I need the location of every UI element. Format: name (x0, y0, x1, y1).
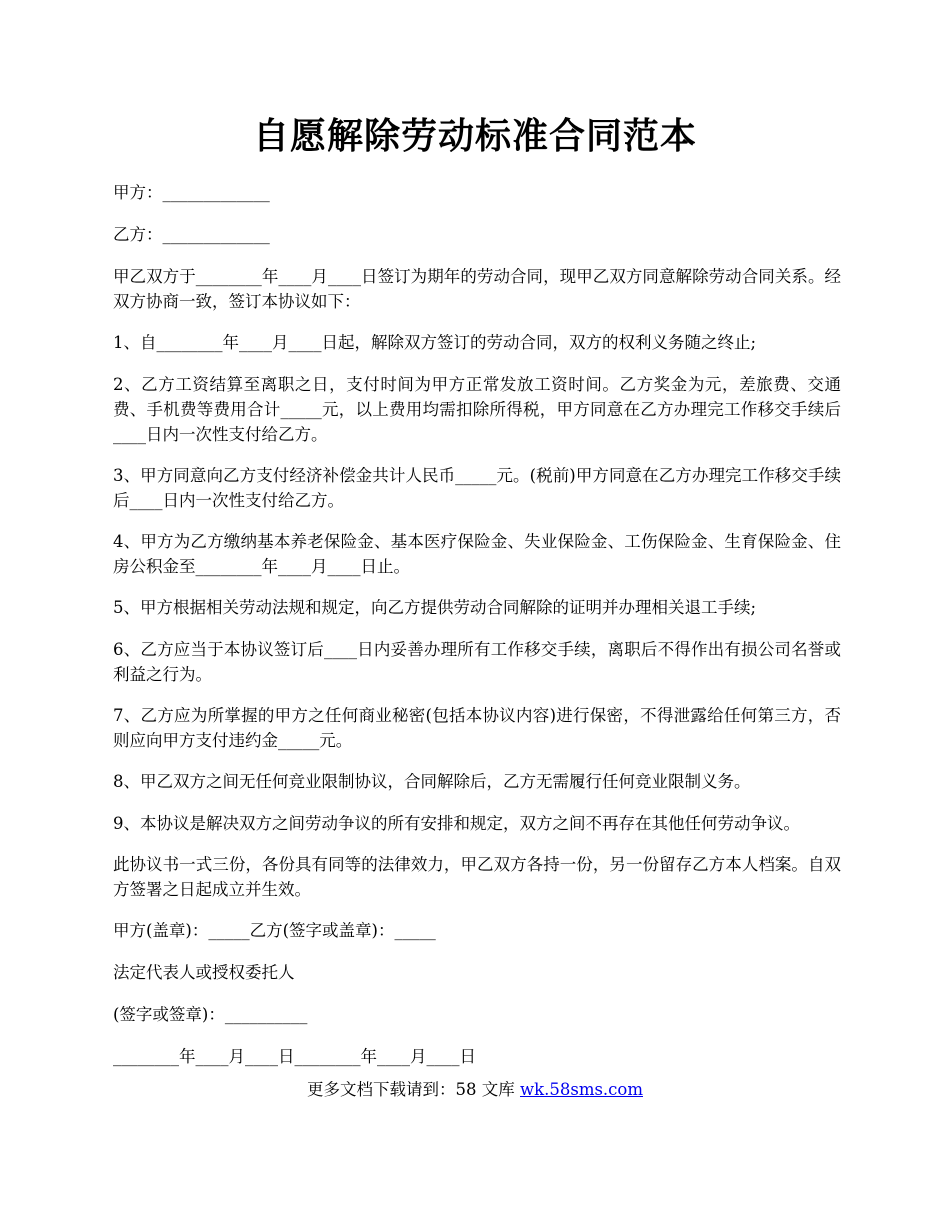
download-footer (0, 1077, 950, 1102)
date-line: ________年____月____日________年____月____日 (113, 1047, 476, 1066)
document-title: 自愿解除劳动标准合同范本 (252, 115, 697, 157)
clause-2: 2、乙方工资结算至离职之日，支付时间为甲方正常发放工资时间。乙方奖金为元，差旅费、交通费、手机费等费用合计_____元，以上费用均需扣除所得税，甲方同意在乙方办理完工作移交手续后____日内一次性支付给乙方。 (113, 375, 841, 444)
copies-paragraph: 此协议书一式三份，各份具有同等的法律效力，甲乙双方各持一份，另一份留存乙方本人档案。自双方签署之日起成立并生效。 (113, 855, 841, 899)
sign-or-seal-line: (签字或签章)：__________ (113, 1005, 308, 1024)
footer-link[interactable]: wk.58sms.com (519, 1080, 643, 1099)
clause-6: 6、乙方应当于本协议签订后____日内妥善办理所有工作移交手续，离职后不得作出有损公司名誉或利益之行为。 (113, 640, 841, 684)
clause-8: 8、甲乙双方之间无任何竞业限制协议，合同解除后，乙方无需履行任何竞业限制义务。 (113, 772, 751, 791)
clause-9: 9、本协议是解决双方之间劳动争议的所有安排和规定，双方之间不再存在其他任何劳动争议。 (113, 814, 800, 833)
signature-line: 甲方(盖章)：_____乙方(签字或盖章)：_____ (113, 921, 436, 940)
legal-representative-line: 法定代表人或授权委托人 (113, 963, 295, 982)
party-b-line: 乙方：_____________ (113, 225, 270, 244)
party-a-line: 甲方：_____________ (113, 183, 270, 202)
clause-5: 5、甲方根据相关劳动法规和规定，向乙方提供劳动合同解除的证明并办理相关退工手续; (113, 598, 757, 617)
clause-7: 7、乙方应为所掌握的甲方之任何商业秘密(包括本协议内容)进行保密，不得泄露给任何第三方，否则应向甲方支付违约金_____元。 (113, 706, 841, 750)
document-body (113, 180, 841, 1086)
clause-4: 4、甲方为乙方缴纳基本养老保险金、基本医疗保险金、失业保险金、工伤保险金、生育保险金、住房公积金至________年____月____日止。 (113, 532, 841, 576)
clause-3: 3、甲方同意向乙方支付经济补偿金共计人民币_____元。(税前)甲方同意在乙方办理完工作移交手续后____日内一次性支付给乙方。 (113, 466, 841, 510)
footer-text: 更多文档下载请到：58 文库 (306, 1080, 520, 1099)
clause-1: 1、自________年____月____日起，解除双方签订的劳动合同，双方的权利义务随之终止; (113, 333, 757, 352)
intro-paragraph: 甲乙双方于________年____月____日签订为期年的劳动合同，现甲乙双方同意解除劳动合同关系。经双方协商一致，签订本协议如下： (113, 267, 841, 311)
